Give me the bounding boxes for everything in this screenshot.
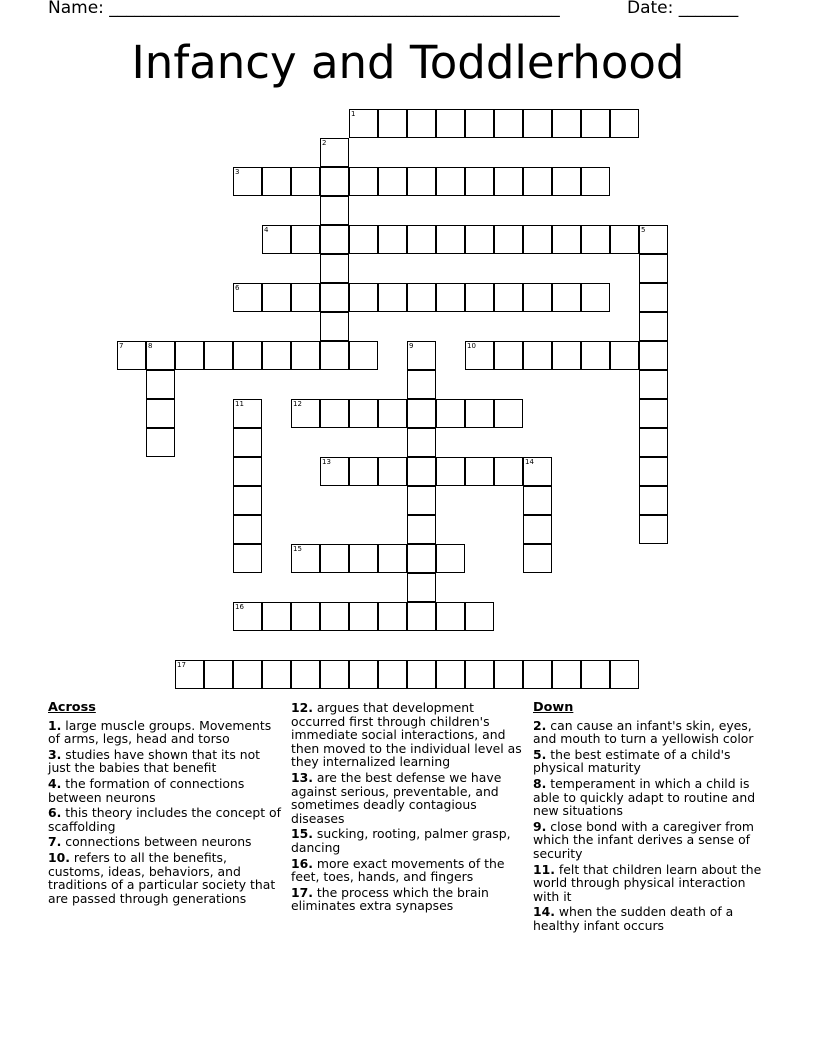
grid-cell[interactable] <box>465 660 494 689</box>
grid-cell[interactable] <box>233 428 262 457</box>
grid-cell[interactable] <box>465 167 494 196</box>
grid-cell[interactable] <box>407 660 436 689</box>
grid-cell[interactable] <box>262 167 291 196</box>
clue-text: studies have shown that its not just the babies that benefit <box>48 746 261 776</box>
grid-cell[interactable] <box>262 602 291 631</box>
grid-cell[interactable] <box>233 544 262 573</box>
grid-cell[interactable] <box>552 225 581 254</box>
clue-number: 15 <box>293 545 302 553</box>
grid-cell[interactable] <box>204 660 233 689</box>
grid-cell[interactable] <box>523 544 552 573</box>
clue-text: this theory includes the concept of scaffolding <box>48 805 281 834</box>
clue-number: 7 <box>119 342 124 350</box>
grid-cell[interactable] <box>233 660 262 689</box>
grid-cell[interactable] <box>291 399 320 428</box>
clue-number: 11 <box>235 400 244 408</box>
grid-cell[interactable] <box>349 544 378 573</box>
grid-cell[interactable] <box>349 225 378 254</box>
clue-number: 10 <box>467 342 476 350</box>
grid-cell[interactable] <box>320 225 349 254</box>
grid-cell[interactable] <box>639 370 668 399</box>
clue-number: 9 <box>409 342 414 350</box>
clue-text: can cause an infant's skin, eyes, and mouth to turn a yellowish color <box>533 717 754 747</box>
grid-cell[interactable] <box>494 225 523 254</box>
grid-cell[interactable] <box>639 428 668 457</box>
clue-item <box>291 701 523 769</box>
clue-item <box>291 827 523 854</box>
clue-item <box>533 863 769 904</box>
clue-number-label: 13. <box>291 769 313 785</box>
grid-cell[interactable] <box>436 544 465 573</box>
name-field-label: Name: _____________________________________________________ <box>48 0 560 18</box>
grid-cell[interactable] <box>581 660 610 689</box>
clue-item <box>48 748 284 775</box>
clue-number-label: 17. <box>291 884 313 900</box>
grid-cell[interactable] <box>349 341 378 370</box>
clue-number-label: 6. <box>48 805 62 821</box>
grid-cell[interactable] <box>233 283 262 312</box>
grid-cell[interactable] <box>262 660 291 689</box>
grid-cell[interactable] <box>436 602 465 631</box>
grid-cell[interactable] <box>175 341 204 370</box>
clue-text: large muscle groups. Movements of arms, legs, head and torso <box>48 717 272 747</box>
grid-cell[interactable] <box>349 109 378 138</box>
clue-item <box>533 905 769 932</box>
grid-cell[interactable] <box>407 370 436 399</box>
grid-cell[interactable] <box>610 660 639 689</box>
grid-cell[interactable] <box>465 399 494 428</box>
clue-number-label: 5. <box>533 746 547 762</box>
clue-number: 4 <box>264 226 269 234</box>
clue-number-label: 3. <box>48 746 62 762</box>
clue-number-label: 14. <box>533 904 555 920</box>
grid-cell[interactable] <box>320 196 349 225</box>
grid-cell[interactable] <box>407 573 436 602</box>
clue-number-label: 9. <box>533 818 547 834</box>
grid-cell[interactable] <box>233 486 262 515</box>
clue-number: 16 <box>235 603 244 611</box>
grid-cell[interactable] <box>146 399 175 428</box>
clue-number: 6 <box>235 284 240 292</box>
clue-item <box>48 806 284 833</box>
grid-cell[interactable] <box>436 283 465 312</box>
grid-cell[interactable] <box>465 225 494 254</box>
clue-item <box>48 719 284 746</box>
clue-item <box>48 851 284 905</box>
grid-cell[interactable] <box>552 341 581 370</box>
grid-cell[interactable] <box>465 283 494 312</box>
grid-cell[interactable] <box>581 167 610 196</box>
grid-cell[interactable] <box>494 399 523 428</box>
grid-cell[interactable] <box>523 109 552 138</box>
grid-cell[interactable] <box>552 660 581 689</box>
clue-number-label: 12. <box>291 700 313 715</box>
grid-cell[interactable] <box>349 457 378 486</box>
grid-cell[interactable] <box>407 544 436 573</box>
grid-cell[interactable] <box>465 341 494 370</box>
grid-cell[interactable] <box>407 457 436 486</box>
clue-number-label: 4. <box>48 775 62 791</box>
clue-item <box>291 886 523 913</box>
grid-cell[interactable] <box>320 399 349 428</box>
grid-cell[interactable] <box>436 109 465 138</box>
grid-cell[interactable] <box>320 457 349 486</box>
clue-text: when the sudden death of a healthy infant occurs <box>533 904 734 933</box>
grid-cell[interactable] <box>639 225 668 254</box>
clue-number: 3 <box>235 168 240 176</box>
grid-cell[interactable] <box>320 138 349 167</box>
grid-cell[interactable] <box>349 602 378 631</box>
grid-cell[interactable] <box>320 341 349 370</box>
grid-cell[interactable] <box>436 399 465 428</box>
grid-cell[interactable] <box>465 457 494 486</box>
clue-text: the formation of connections between neurons <box>48 775 245 805</box>
grid-cell[interactable] <box>233 399 262 428</box>
clue-item <box>48 777 284 804</box>
grid-cell[interactable] <box>407 515 436 544</box>
clue-text: connections between neurons <box>61 834 252 850</box>
grid-cell[interactable] <box>581 341 610 370</box>
grid-cell[interactable] <box>291 225 320 254</box>
clue-number-label: 1. <box>48 717 62 733</box>
clue-number: 5 <box>641 226 646 234</box>
clue-text: close bond with a caregiver from which the infant derives a sense of security <box>533 818 754 861</box>
clue-item <box>533 748 769 775</box>
grid-cell[interactable] <box>146 370 175 399</box>
clue-item <box>533 820 769 861</box>
grid-cell[interactable] <box>494 660 523 689</box>
grid-cell[interactable] <box>262 283 291 312</box>
grid-cell[interactable] <box>349 167 378 196</box>
grid-cell[interactable] <box>407 486 436 515</box>
grid-cell[interactable] <box>523 225 552 254</box>
grid-cell[interactable] <box>233 341 262 370</box>
clue-number-label: 11. <box>533 861 555 877</box>
grid-cell[interactable] <box>610 109 639 138</box>
grid-cell[interactable] <box>436 225 465 254</box>
grid-cell[interactable] <box>320 544 349 573</box>
grid-cell[interactable] <box>262 341 291 370</box>
grid-cell[interactable] <box>378 167 407 196</box>
grid-cell[interactable] <box>407 225 436 254</box>
grid-cell[interactable] <box>552 167 581 196</box>
clue-text: sucking, rooting, palmer grasp, dancing <box>291 826 511 855</box>
grid-cell[interactable] <box>494 109 523 138</box>
grid-cell[interactable] <box>494 283 523 312</box>
grid-cell[interactable] <box>407 602 436 631</box>
grid-cell[interactable] <box>465 109 494 138</box>
grid-cell[interactable] <box>291 341 320 370</box>
grid-cell[interactable] <box>523 515 552 544</box>
grid-cell[interactable] <box>378 457 407 486</box>
grid-cell[interactable] <box>407 283 436 312</box>
grid-cell[interactable] <box>581 283 610 312</box>
grid-cell[interactable] <box>378 660 407 689</box>
clue-number-label: 16. <box>291 855 313 871</box>
clue-number: 2 <box>322 139 327 147</box>
down-clues <box>533 701 769 935</box>
grid-cell[interactable] <box>291 660 320 689</box>
grid-cell[interactable] <box>639 341 668 370</box>
grid-cell[interactable] <box>407 428 436 457</box>
across-clues <box>48 701 284 907</box>
grid-cell[interactable] <box>407 109 436 138</box>
clue-text: the process which the brain eliminates extra synapses <box>291 884 489 914</box>
grid-cell[interactable] <box>494 341 523 370</box>
grid-cell[interactable] <box>378 283 407 312</box>
grid-cell[interactable] <box>639 457 668 486</box>
grid-cell[interactable] <box>146 341 175 370</box>
clue-number: 8 <box>148 342 153 350</box>
grid-cell[interactable] <box>291 167 320 196</box>
grid-cell[interactable] <box>233 167 262 196</box>
clue-number-label: 15. <box>291 826 313 842</box>
clue-number: 13 <box>322 458 331 466</box>
grid-cell[interactable] <box>465 602 494 631</box>
grid-cell[interactable] <box>523 283 552 312</box>
grid-cell[interactable] <box>349 660 378 689</box>
grid-cell[interactable] <box>639 399 668 428</box>
grid-cell[interactable] <box>581 225 610 254</box>
grid-cell[interactable] <box>291 544 320 573</box>
grid-cell[interactable] <box>523 341 552 370</box>
grid-cell[interactable] <box>378 399 407 428</box>
grid-cell[interactable] <box>523 660 552 689</box>
grid-cell[interactable] <box>378 109 407 138</box>
grid-cell[interactable] <box>610 341 639 370</box>
grid-cell[interactable] <box>175 660 204 689</box>
grid-cell[interactable] <box>349 399 378 428</box>
clue-number-label: 8. <box>533 775 547 791</box>
clue-text: temperament in which a child is able to quickly adapt to routine and new situations <box>533 775 756 819</box>
clue-number: 17 <box>177 661 186 669</box>
clue-text: the best estimate of a child's physical maturity <box>533 746 731 776</box>
grid-cell[interactable] <box>552 109 581 138</box>
grid-cell[interactable] <box>523 167 552 196</box>
grid-cell[interactable] <box>407 399 436 428</box>
grid-cell[interactable] <box>378 225 407 254</box>
grid-cell[interactable] <box>407 167 436 196</box>
grid-cell[interactable] <box>320 283 349 312</box>
grid-cell[interactable] <box>349 283 378 312</box>
across-clues-continued <box>291 701 523 915</box>
grid-cell[interactable] <box>639 312 668 341</box>
grid-cell[interactable] <box>494 457 523 486</box>
grid-cell[interactable] <box>523 457 552 486</box>
grid-cell[interactable] <box>262 225 291 254</box>
clue-text: felt that children learn about the world through physical interaction with it <box>533 861 762 904</box>
grid-cell[interactable] <box>233 457 262 486</box>
grid-cell[interactable] <box>320 167 349 196</box>
grid-cell[interactable] <box>639 254 668 283</box>
page-title: Infancy and Toddlerhood <box>131 36 685 89</box>
grid-cell[interactable] <box>146 428 175 457</box>
grid-cell[interactable] <box>436 167 465 196</box>
clue-text: refers to all the benefits, customs, ideas, behaviors, and traditions of a particular society that are passed through generations <box>48 849 276 906</box>
grid-cell[interactable] <box>320 254 349 283</box>
clue-item <box>533 719 769 746</box>
grid-cell[interactable] <box>610 225 639 254</box>
grid-cell[interactable] <box>639 486 668 515</box>
clue-item <box>48 835 284 849</box>
clue-item <box>533 777 769 818</box>
grid-cell[interactable] <box>378 602 407 631</box>
grid-cell[interactable] <box>552 283 581 312</box>
clue-text: are the best defense we have against serious, preventable, and sometimes deadly contagious diseases <box>291 769 502 826</box>
grid-cell[interactable] <box>436 457 465 486</box>
clue-number-label: 10. <box>48 849 70 865</box>
grid-cell[interactable] <box>639 515 668 544</box>
grid-cell[interactable] <box>494 167 523 196</box>
grid-cell[interactable] <box>291 602 320 631</box>
grid-cell[interactable] <box>523 486 552 515</box>
date-field-label: Date: _______ <box>627 0 739 18</box>
clue-text: more exact movements of the feet, toes, hands, and fingers <box>291 855 505 885</box>
clue-text: argues that development occurred first through children's immediate social interactions, and then moved to the individual level as they internalized learning <box>291 700 522 770</box>
grid-cell[interactable] <box>320 312 349 341</box>
grid-cell[interactable] <box>291 283 320 312</box>
grid-cell[interactable] <box>581 109 610 138</box>
clue-number-label: 2. <box>533 717 547 733</box>
grid-cell[interactable] <box>204 341 233 370</box>
grid-cell[interactable] <box>117 341 146 370</box>
grid-cell[interactable] <box>233 602 262 631</box>
grid-cell[interactable] <box>320 602 349 631</box>
clue-item <box>291 771 523 825</box>
across-heading: Across <box>48 700 96 715</box>
clue-number: 12 <box>293 400 302 408</box>
grid-cell[interactable] <box>233 515 262 544</box>
clue-number: 14 <box>525 458 534 466</box>
clue-item <box>291 857 523 884</box>
grid-cell[interactable] <box>320 660 349 689</box>
clue-number: 1 <box>351 110 356 118</box>
grid-cell[interactable] <box>639 283 668 312</box>
clue-number-label: 7. <box>48 834 62 850</box>
down-heading: Down <box>533 700 574 715</box>
grid-cell[interactable] <box>407 341 436 370</box>
grid-cell[interactable] <box>436 660 465 689</box>
grid-cell[interactable] <box>378 544 407 573</box>
